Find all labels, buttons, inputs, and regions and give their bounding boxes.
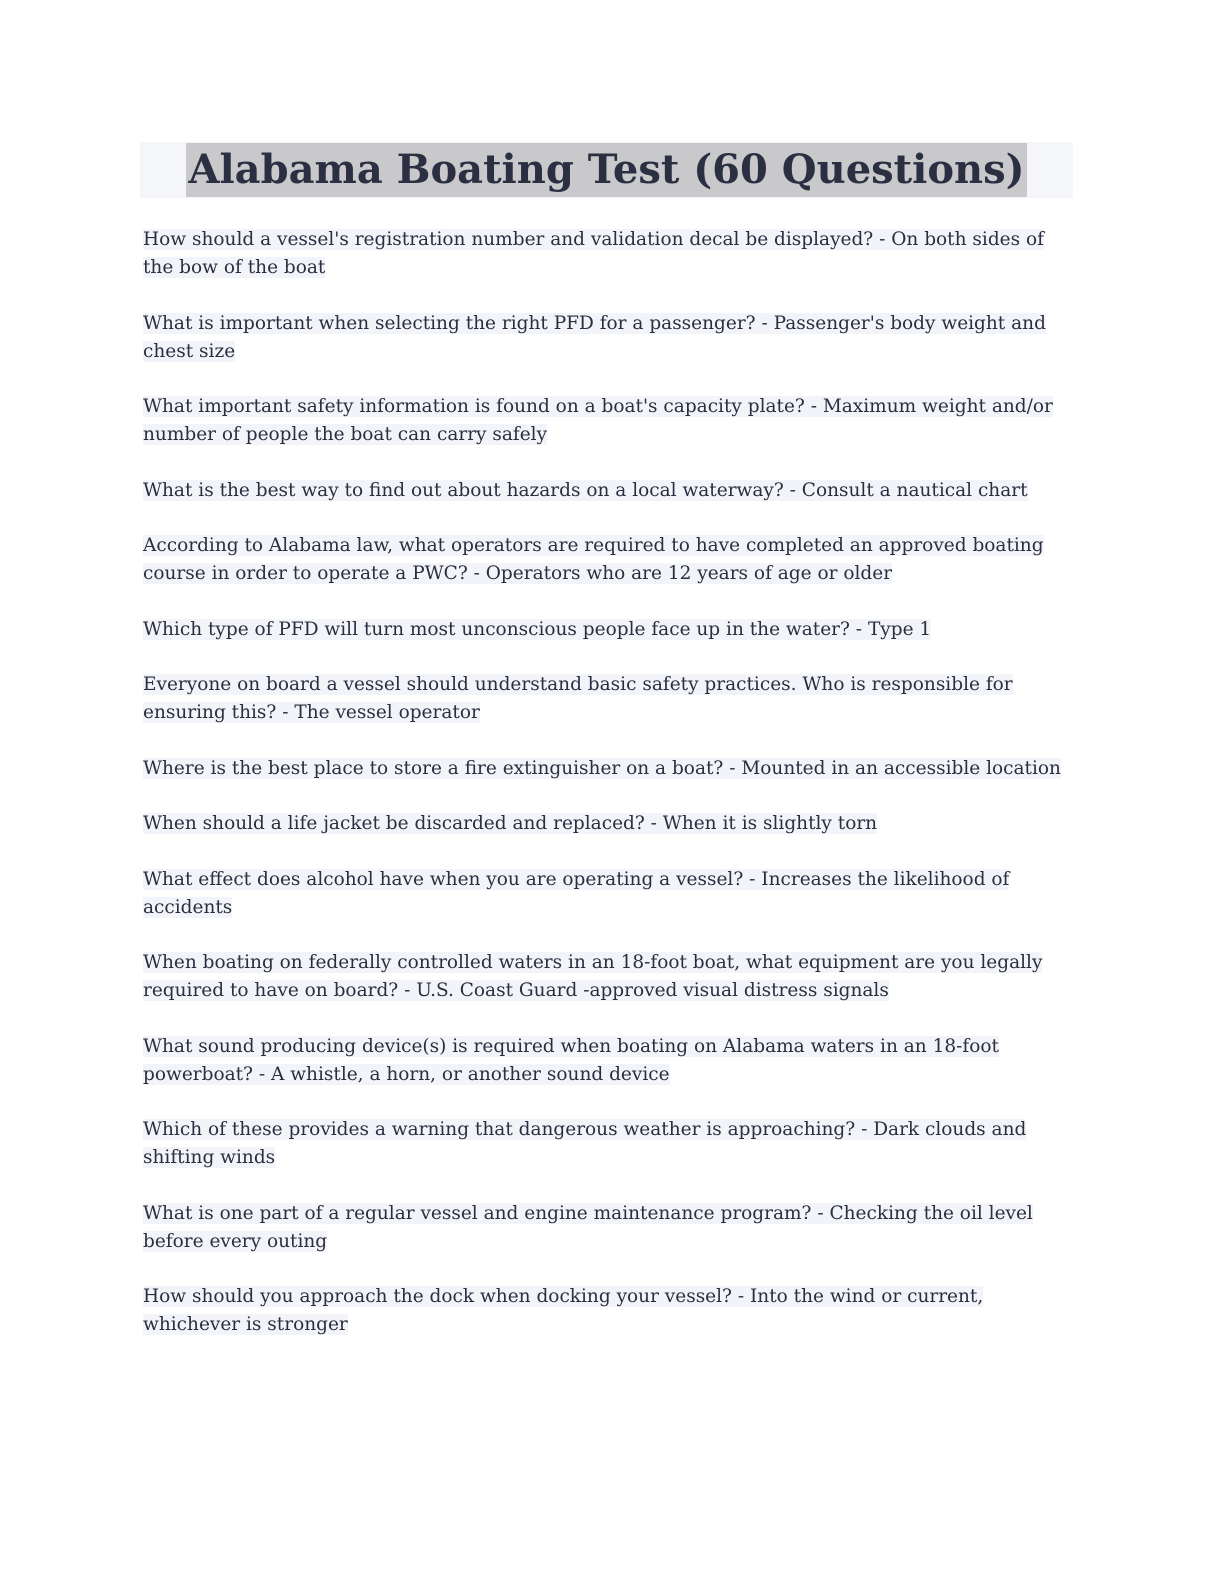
- qa-item: [143, 1200, 1078, 1256]
- qa-item: [143, 310, 1078, 366]
- qa-item: [143, 866, 1078, 922]
- qa-text: What is one part of a regular vessel and engine maintenance program? - Checking the oil level before every outing: [143, 1202, 1033, 1252]
- qa-item: [143, 393, 1078, 449]
- qa-text: How should you approach the dock when docking your vessel? - Into the wind or current, whichever is stronger: [143, 1286, 984, 1335]
- qa-text: Which type of PFD will turn most unconscious people face up in the water? - Type 1: [143, 618, 932, 640]
- qa-item: [143, 949, 1078, 1005]
- qa-text: What is important when selecting the right PFD for a passenger? - Passenger's body weight and chest size: [143, 312, 1046, 362]
- qa-text: Everyone on board a vessel should understand basic safety practices. Who is responsible for ensuring this? - The vessel operator: [143, 674, 1013, 723]
- qa-text: How should a vessel's registration number and validation decal be displayed? - On both sides of the bow of the boat: [143, 229, 1044, 278]
- qa-text: What is the best way to find out about hazards on a local waterway? - Consult a nautical chart: [143, 479, 1028, 501]
- qa-item: [143, 1033, 1078, 1089]
- qa-item: [143, 226, 1078, 282]
- qa-text: Where is the best place to store a fire extinguisher on a boat? - Mounted in an accessible location: [143, 757, 1061, 779]
- qa-text: What sound producing device(s) is required when boating on Alabama waters in an 18-foot powerboat? - A whistle, a horn, or another sound device: [143, 1035, 999, 1085]
- qa-text: What effect does alcohol have when you are operating a vessel? - Increases the likelihood of accidents: [143, 868, 1010, 918]
- qa-text: Which of these provides a warning that dangerous weather is approaching? - Dark clouds and shifting winds: [143, 1119, 1027, 1168]
- qa-text: When should a life jacket be discarded and replaced? - When it is slightly torn: [143, 813, 878, 834]
- qa-item: [143, 1283, 1078, 1339]
- document-title: Alabama Boating Test (60 Questions): [186, 143, 1026, 197]
- qa-text: When boating on federally controlled waters in an 18-foot boat, what equipment are you legally required to have on board? - U.S. Coast Guard -approved visual distress signals: [143, 952, 1043, 1001]
- qa-item: [143, 671, 1078, 727]
- qa-text: What important safety information is found on a boat's capacity plate? - Maximum weight and/or number of people the boat can carry safely: [143, 396, 1053, 445]
- qa-item: [143, 477, 1078, 505]
- qa-item: [143, 532, 1078, 588]
- qa-text: According to Alabama law, what operators are required to have completed an approved boating course in order to operate a PWC? - Operators who are 12 years of age or older: [143, 535, 1044, 584]
- qa-item: [143, 616, 1078, 644]
- qa-item: [143, 810, 1078, 838]
- question-answer-list: [143, 226, 1078, 1367]
- qa-item: [143, 755, 1078, 783]
- qa-item: [143, 1116, 1078, 1172]
- title-band: [140, 142, 1073, 198]
